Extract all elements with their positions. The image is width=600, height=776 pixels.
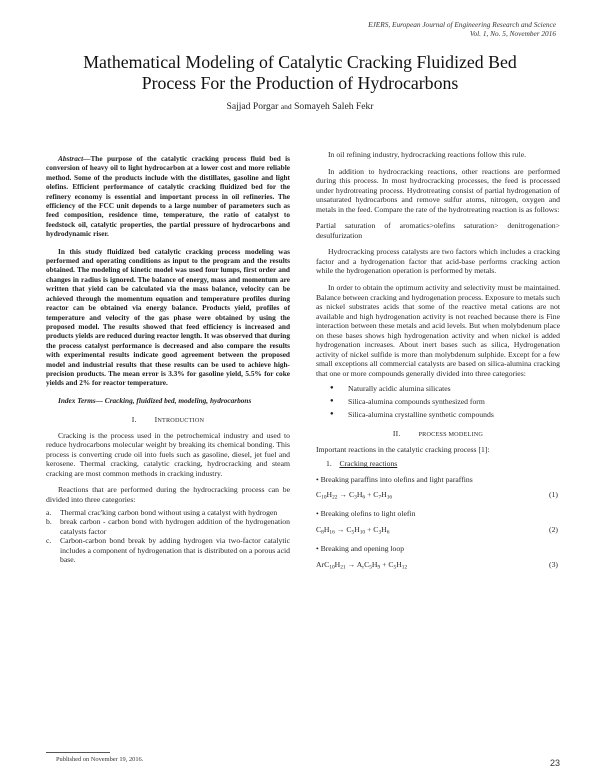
equation-3-body: $ArC_{10}H_{21} \to A_rC_5H_9 + C_5H_{12}$ — [316, 559, 408, 570]
subsection-number: 1. — [326, 459, 332, 469]
right-paragraph-0: In oil refining industry, hydrocracking reactions follow this rule. — [328, 150, 527, 159]
intro-paragraph-1: Cracking is the process used in the petrochemical industry and used to reduce hydrocarbons molecular weight by breaking its chemical bonding. This process is converting crude oil into fuels such as gasoline, diesel, jet fuel and kerosene. Thermal cracking, catalytic cracking, hydrocracking and steam cracking are most common methods in cracking industry. — [46, 430, 290, 478]
bullet-icon: ● — [330, 385, 334, 392]
index-terms: Index Terms— Cracking, fluidized bed, modeling, hydrocarbons — [58, 395, 252, 405]
list-item: ● Silica-alumina crystalline synthetic compounds — [330, 409, 494, 419]
left-column — [46, 154, 290, 565]
author-line — [0, 101, 600, 112]
section-number: I. — [131, 415, 137, 425]
page-number: 23 — [549, 758, 560, 768]
abstract-paragraph-1 — [46, 154, 290, 239]
journal-header — [368, 20, 556, 38]
section-heading-process-modeling: II. PROCESS MODELING — [392, 429, 484, 439]
section-number: II. — [392, 429, 401, 439]
equation-3 — [316, 560, 560, 573]
equation-1 — [316, 490, 560, 503]
list-item: a. Thermal crac'king carbon bond without using a catalyst with hydrogen — [46, 507, 278, 517]
reaction-1-description: • Breaking paraffins into olefins and light paraffins — [316, 474, 473, 484]
list-item: ● Naturally acidic alumina silicates — [330, 384, 451, 394]
equation-3-number: (3) — [549, 559, 558, 569]
right-paragraph-1: In addition to hydrocracking reactions, other reactions are performed during this process. In most hydrocracking processes, the feed is processed under hydrotreating process. Hydrotreating consist of partial hydrogenation of unsaturated hydrocarbons and remove sulfur atoms, nitrogen, oxygen and metals in the feed. Compare the rate of the hydrotreating reaction is as follows: — [316, 166, 560, 214]
equation-2-number: (2) — [549, 524, 558, 534]
intro-paragraph-2: Reactions that are performed during the hydrocracking process can be divided into three categories: — [46, 485, 290, 504]
right-paragraph-2: Partial saturation of aromatics>olefins saturation> denitrogenation> desulfurization — [316, 221, 560, 240]
author-2: Somayeh Saleh Fekr — [294, 101, 374, 112]
subsection-title: Cracking reactions — [339, 459, 398, 469]
right-paragraph-3: Hydrocracking process catalysts are two factors which includes a cracking factor and a hydrogenation factor that acid-base performs cracking action while the hydrogenation operation is performed by metals. — [316, 247, 560, 276]
subsection-heading — [326, 459, 560, 469]
bullet-icon: ● — [330, 398, 334, 405]
right-paragraph-5: Important reactions in the catalytic cracking process [1]: — [316, 444, 490, 454]
equation-1-number: (1) — [549, 490, 558, 500]
equation-1-body: $C_{10}H_{22} \to C_3H_6 + C_7H_{16}$ — [316, 490, 393, 501]
title-line-2: Process For the Production of Hydrocarbons — [141, 73, 459, 93]
journal-name: EJERS, European Journal of Engineering Research and Science — [368, 20, 556, 29]
list-item: ● Silica-alumina compounds synthesized form — [330, 397, 485, 407]
author-1: Sajjad Porgar — [226, 101, 279, 112]
footnote-rule — [46, 752, 110, 753]
author-conjunction: and — [280, 102, 292, 111]
paper-title — [40, 52, 560, 94]
journal-volume: Vol. 1, No. 5, November 2016 — [469, 29, 556, 38]
reaction-3-description: • Breaking and opening loop — [316, 543, 405, 553]
abstract-paragraph-2: In this study fluidized bed catalytic cracking process modeling was performed and operating conditions as input to the program and the results obtained. The modeling of kinetic model was used four lumps, first order and changes in radius is ignored. The balance of energy, mass and momentum are written that yield can be calculated via the mass balance, velocity can be achieved through the momentum equation and temperature profiles during reactor can be obtained via energy balance. Products yield, profiles of temperature and velocity of the gas phase were obtained by using the proposed model. The results showed that feed efficiency is increased and products yields are reduced during reactor length. It was observed that during the process catalyst performance is decreased and also compare the results with experimental results indicate good agreement between the proposed model and industrial results that these results can be used to achieve high-precision products. The mean error is 3.3% for gasoline yield, 5.5% for coke yields and 2% for reactor temperature. — [46, 246, 290, 388]
abstract-lead: Abstract— — [58, 154, 91, 163]
catalyst-categories-list — [330, 384, 560, 419]
right-paragraph-4: In order to obtain the optimum activity and selectivity must be maintained. Balance between cracking and hydrogenation process. Exposure to metals such as nickel substrates acids that some of the reactive metal cations are not available and high hydrogenation activity is not reached because there is Fine interaction between these metals and acid levels. But when molybdenum place on these bases shows high hydrogenation activity and when nickel is added hydrogenation increases. About inert bases such as silica, Hydrogenation activity of nickel sulfide is more than molybdenum sulphide. Except for a few small exceptions all commercial catalysts are based on silica-alumina cracking that one or more compounds generally divided into three categories: — [316, 283, 560, 378]
section-heading-introduction: I. INTRODUCTION — [131, 415, 205, 425]
title-line-1: Mathematical Modeling of Catalytic Cracking Fluidized Bed — [83, 52, 517, 72]
equation-2-body: $C_8H_{16} \to C_5H_{10} + C_3H_6$ — [316, 524, 390, 536]
reaction-categories-list — [46, 508, 290, 565]
publication-footnote: Published on November 19, 2016. — [56, 756, 144, 763]
list-item: c. Carbon-carbon bond break by adding hydrogen via two-factor catalytic includes a component of hydrogenation that is distributed on a porous acid base. — [46, 536, 290, 565]
equation-2 — [316, 525, 560, 538]
reaction-2-description: • Breaking olefins to light olefin — [316, 509, 416, 519]
list-item: b. break carbon - carbon bond with hydrogen addition of the hydrogenation catalysts factor — [46, 517, 290, 536]
right-column — [316, 150, 560, 573]
bullet-icon: ● — [330, 410, 334, 417]
abstract-text-1: The purpose of the catalytic cracking process fluid bed is conversion of heavy oil to light hydrocarbon at a lower cost and more reliable method. Some of the products include with the distillates, gasoline and light olefins. Efficient performance of catalytic cracking fluidized bed for the refinery economy is essential and important process in oil refineries. The efficiency of the FCC unit depends to a large number of parameters such as feed composition, residence time, temperature, the ratio of catalyst to feedstock oil, catalytic properties, the partial pressure of hydrocarbons and hydrodynamic riser. — [46, 154, 290, 239]
